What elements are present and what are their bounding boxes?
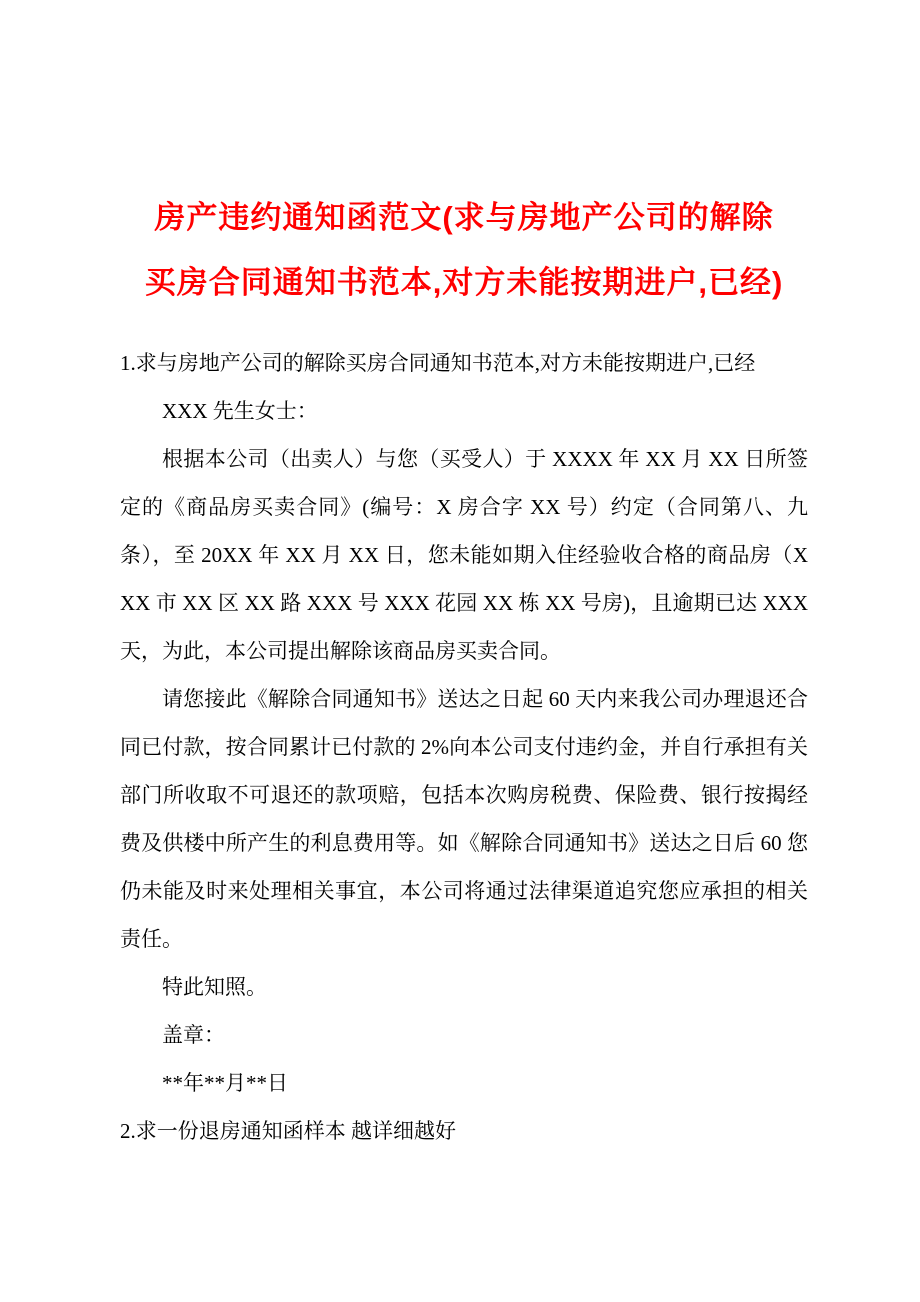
document-title-line-1: 房产违约通知函范文(求与房地产公司的解除 <box>154 200 774 235</box>
body-paragraph-termination-terms: 请您接此《解除合同通知书》送达之日起 60 天内来我公司办理退还合同已付款，按合同累计已付款的 2%向本公司支付违约金，并自行承担有关部门所收取不可退还的款项赔，包括本次购房税费、保险费、银行按揭经费及供楼中所产生的利息费用等。如《解除合同通知书》送达之日后 60 您仍未能及时来处理相关事宜，本公司将通过法律渠道追究您应承担的相关责任。 <box>120 687 808 951</box>
document-body <box>120 339 808 1155</box>
body-paragraph-contract-details: 根据本公司（出卖人）与您（买受人）于 XXXX 年 XX 月 XX 日所签定的《商品房买卖合同》(编号：X 房合字 XX 号）约定（合同第八、九条），至 20XX 年 XX 月 XX 日，您未能如期入住经验收合格的商品房（XXX 市 XX 区 XX 路 XXX 号 XXX 花园 XX 栋 XX 号房)，且逾期已达 XXX 天，为此，本公司提出解除该商品房买卖合同。 <box>120 447 808 663</box>
body-paragraph-notice-closing: 特此知照。 <box>162 975 267 999</box>
document-title <box>120 185 808 315</box>
body-paragraph-salutation: XXX 先生女士： <box>162 399 318 423</box>
body-paragraph-date: **年**月**日 <box>162 1071 288 1095</box>
document-title-line-2: 买房合同通知书范本,对方未能按期进户,已经) <box>144 265 784 300</box>
body-paragraph-item-1: 1.求与房地产公司的解除买房合同通知书范本,对方未能按期进户,已经 <box>120 351 756 375</box>
body-paragraph-item-2: 2.求一份退房通知函样本 越详细越好 <box>120 1119 456 1143</box>
body-paragraph-seal: 盖章： <box>162 1023 225 1047</box>
